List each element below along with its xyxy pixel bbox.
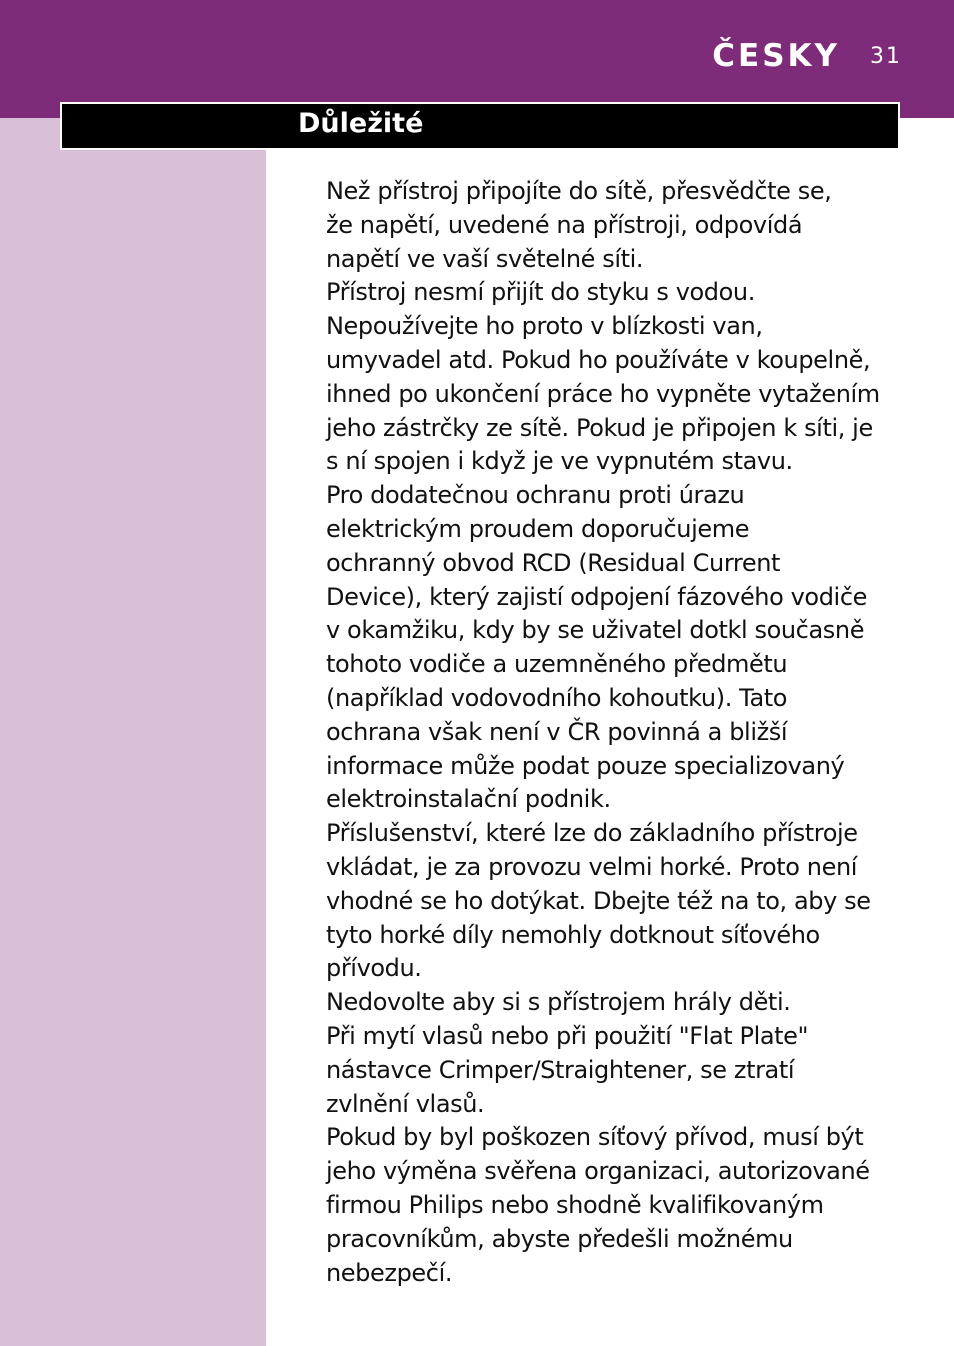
text-line: ochrana však není v ČR povinná a bližší	[326, 717, 788, 746]
text-line: vhodné se ho dotýkat. Dbejte též na to, aby se	[326, 886, 871, 915]
text-line: napětí ve vaší světelné síti.	[326, 244, 644, 273]
paragraph	[326, 1020, 926, 1121]
text-line: Pro dodatečnou ochranu proti úrazu	[326, 481, 745, 510]
text-line: v okamžiku, kdy by se uživatel dotkl současně	[326, 616, 865, 645]
text-line: tyto horké díly nemohly dotknout síťového	[326, 920, 820, 949]
text-line: Příslušenství, které lze do základního přístroje	[326, 819, 858, 848]
text-line: pracovníkům, abyste předešli možnému	[326, 1224, 793, 1253]
text-line: jeho výměna svěřena organizaci, autorizované	[326, 1157, 870, 1186]
text-line: ihned po ukončení práce ho vypněte vytažením	[326, 379, 880, 408]
text-line: Než přístroj připojíte do sítě, přesvědčte se,	[326, 177, 832, 205]
paragraph	[326, 175, 926, 276]
page-number: 31	[870, 44, 902, 69]
language-label: ČESKY	[712, 38, 840, 74]
text-line: že napětí, uvedené na přístroji, odpovídá	[326, 210, 803, 239]
section-title-bar	[60, 102, 900, 150]
paragraph	[326, 817, 926, 986]
text-line: nástavce Crimper/Straightener, se ztratí	[326, 1055, 795, 1084]
paragraph	[326, 986, 926, 1020]
text-line: tohoto vodiče a uzemněného předmětu	[326, 650, 788, 679]
text-line: Pokud by byl poškozen síťový přívod, musí být	[326, 1123, 864, 1152]
text-line: firmou Philips nebo shodně kvalifikovaným	[326, 1190, 824, 1219]
text-line: jeho zástrčky ze sítě. Pokud je připojen k síti, je	[326, 413, 873, 442]
text-line: informace může podat pouze specializovaný	[326, 751, 845, 780]
text-line: Nepoužívejte ho proto v blízkosti van,	[326, 312, 763, 341]
text-line: Přístroj nesmí přijít do styku s vodou.	[326, 278, 755, 307]
body-text	[326, 175, 926, 1290]
text-line: s ní spojen i když je ve vypnutém stavu.	[326, 447, 793, 476]
side-strip	[0, 118, 266, 1346]
text-line: umyvadel atd. Pokud ho používáte v koupelně,	[326, 345, 871, 374]
text-line: Nedovolte aby si s přístrojem hrály děti.	[326, 988, 791, 1017]
text-line: přívodu.	[326, 954, 422, 983]
paragraph	[326, 276, 926, 479]
text-line: nebezpečí.	[326, 1258, 453, 1287]
text-line: elektrickým proudem doporučujeme	[326, 514, 750, 543]
text-line: ochranný obvod RCD (Residual Current	[326, 548, 781, 577]
text-line: Device), který zajistí odpojení fázového vodiče	[326, 582, 867, 611]
text-line: Při mytí vlasů nebo při použití "Flat Plate"	[326, 1021, 809, 1050]
text-line: zvlnění vlasů.	[326, 1089, 485, 1118]
paragraph	[326, 1121, 926, 1290]
text-line: elektroinstalační podnik.	[326, 785, 611, 814]
text-line: (například vodovodního kohoutku). Tato	[326, 683, 788, 712]
text-line: vkládat, je za provozu velmi horké. Proto není	[326, 852, 858, 881]
paragraph	[326, 479, 926, 817]
section-title: Důležité	[298, 108, 424, 139]
